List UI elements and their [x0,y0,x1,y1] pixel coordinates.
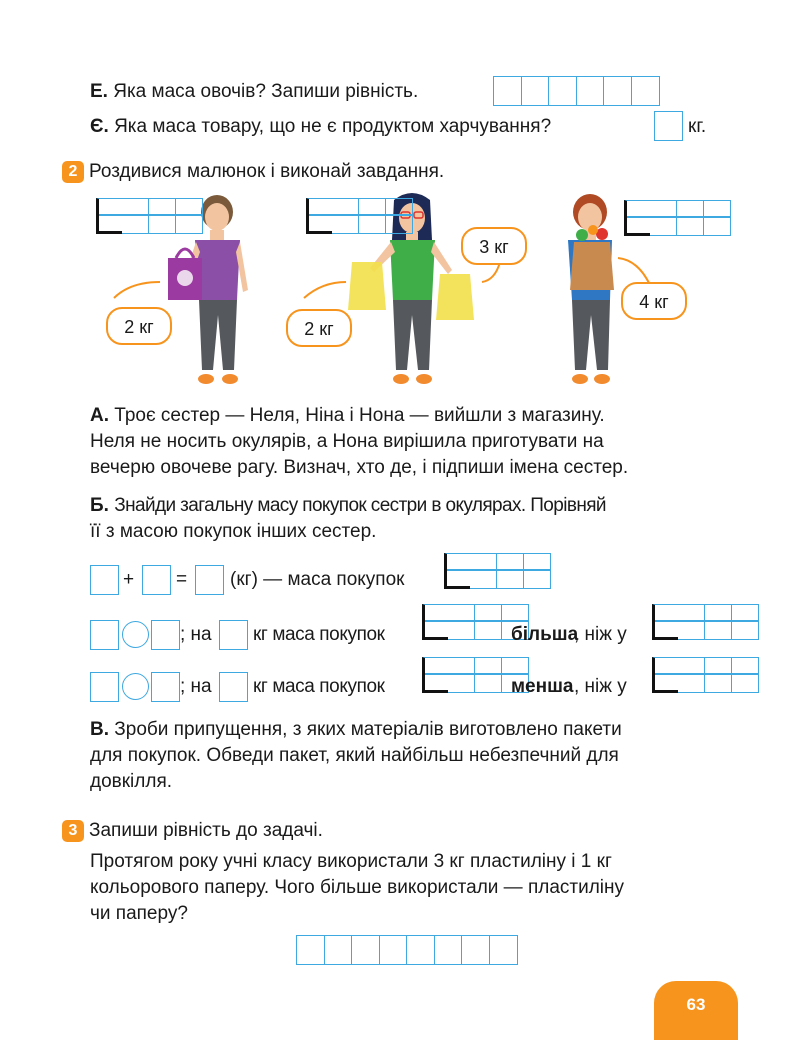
cmp2-than: , ніж у [574,676,627,697]
part-v-letter: В. [90,719,109,740]
task-ye-unit: кг. [688,116,707,137]
task-e-letter: Е. [90,81,108,102]
cmp1-mid-text: кг маса покупок [253,624,385,645]
cmp1-cell-b[interactable] [151,620,180,650]
part-v-line-3: довкілля. [90,771,173,792]
eq-equals: = [176,569,188,590]
cmp1-than: , ніж у [574,624,627,645]
weight-label-mid-right: 3 кг [461,227,527,265]
part-a-line-1: А. Троє сестер — Неля, Ніна і Нона — вийшли з магазину. [90,405,605,426]
cmp1-na: ; на [180,624,212,645]
sister-right [568,194,614,384]
task-2-number: 2 [62,161,84,183]
task-e-text: Яка маса овочів? Запиши рівність. [113,81,419,102]
task-2-title: Роздивися малюнок і виконай завдання. [89,161,445,182]
cmp2-diff-cell[interactable] [219,672,248,702]
weight-label-left: 2 кг [106,307,172,345]
task-3-line-1: Протягом року учні класу використали 3 кг пластиліну і 1 кг [90,851,612,872]
task-ye [90,112,551,141]
task-3-line-3: чи паперу? [90,903,188,924]
cmp2-na: ; на [180,676,212,697]
part-v-line-2: для покупок. Обведи пакет, який найбільш небезпечний для [90,745,619,766]
task-3-line-2: кольорового паперу. Чого більше використали — пластиліну [90,877,625,898]
name-box-left[interactable] [96,198,203,234]
part-b-letter: Б. [90,495,109,516]
part-a-line-3: вечерю овочеве рагу. Визнач, хто де, і підпиши імена сестер. [90,457,629,478]
weight-label-right: 4 кг [621,282,687,320]
part-v-line-1: В. Зроби припущення, з яких матеріалів виготовлено пакети [90,719,622,740]
answer-cell-ye[interactable] [654,111,683,141]
page-number-tab [654,981,738,1040]
answer-cells-e[interactable] [493,76,660,106]
weight-label-mid-left: 2 кг [286,309,352,347]
cmp2-cell-b[interactable] [151,672,180,702]
eq-name-box[interactable] [444,553,551,589]
cmp2-less: менша [511,676,574,697]
name-box-middle[interactable] [306,198,413,234]
cmp1-sign-circle[interactable] [122,621,149,648]
cmp2-mid-text: кг маса покупок [253,676,385,697]
part-a-letter: А. [90,405,109,426]
cmp1-cell-a[interactable] [90,620,119,650]
eq-cell-2[interactable] [142,565,171,595]
task-ye-text: Яка маса товару, що не є продуктом харчування? [114,116,552,137]
cmp2-cell-a[interactable] [90,672,119,702]
cmp1-name-box-2[interactable] [652,604,759,640]
task-3-number: 3 [62,820,84,842]
name-box-right[interactable] [624,200,731,236]
part-a-line-2: Неля не носить окулярів, а Нона вирішила приготувати на [90,431,604,452]
eq-text: (кг) — маса покупок [230,569,405,590]
cmp1-diff-cell[interactable] [219,620,248,650]
part-b-line-1: Б. Знайди загальну масу покупок сестри в окулярах. Порівняй [90,495,606,516]
cmp2-name-box-2[interactable] [652,657,759,693]
eq-cell-result[interactable] [195,565,224,595]
task-ye-letter: Є. [90,116,109,137]
task-3-title: Запиши рівність до задачі. [89,820,323,841]
page-number: 63 [686,995,706,1014]
answer-cells-task-3[interactable] [296,935,518,965]
cmp1-more: більша [511,624,579,645]
task-e [90,77,418,106]
eq-cell-1[interactable] [90,565,119,595]
part-b-line-2: її з масою покупок інших сестер. [90,521,377,542]
eq-plus: + [123,569,135,590]
cmp2-sign-circle[interactable] [122,673,149,700]
